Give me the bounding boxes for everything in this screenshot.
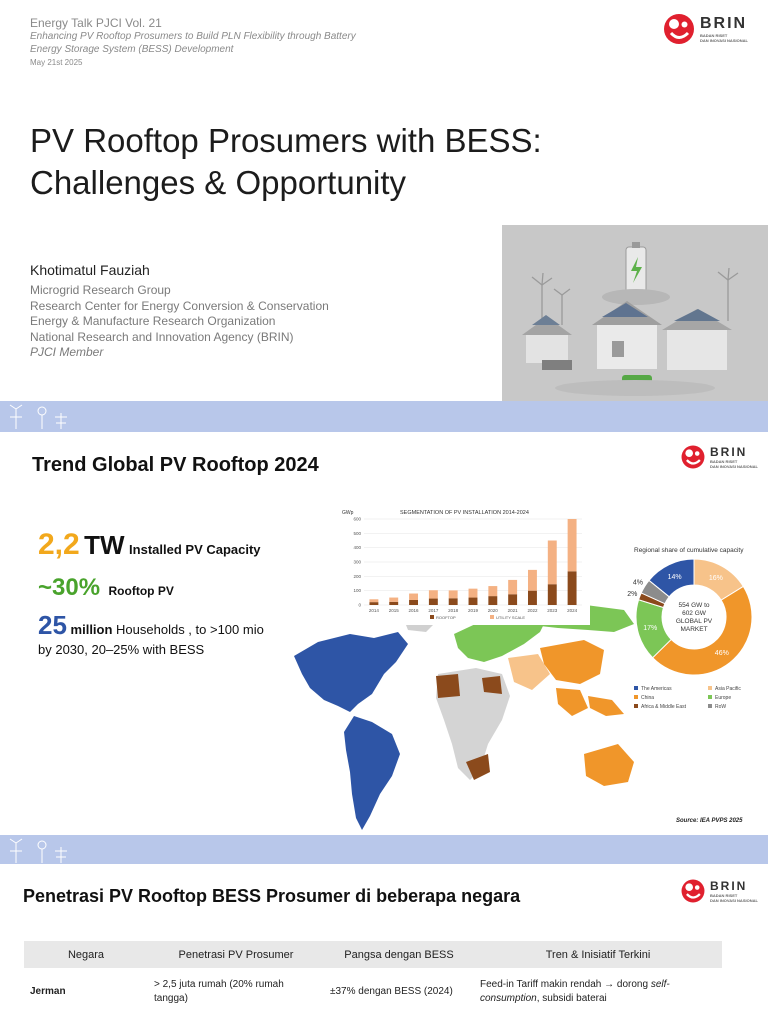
x-tick-label: 2023 — [547, 608, 558, 613]
membership: PJCI Member — [30, 345, 104, 359]
legend-swatch — [490, 615, 494, 619]
x-tick-label: 2020 — [487, 608, 498, 613]
bar-utility-scale — [508, 580, 517, 594]
bar-rooftop — [548, 584, 557, 605]
legend-label: Africa & Middle East — [641, 704, 687, 710]
legend-swatch — [634, 695, 638, 699]
event-theme-line2: Energy Storage System (BESS) Development — [30, 44, 234, 55]
donut-hole — [663, 586, 725, 648]
slide-title-line2: Challenges & Opportunity — [30, 164, 407, 201]
cell-trend — [474, 968, 722, 1012]
slide-title: Penetrasi PV Rooftop BESS Prosumer di beberapa negara — [23, 886, 521, 906]
houses-battery-illustration-icon — [502, 225, 768, 402]
col-header-bess-share: Pangsa dengan BESS — [324, 941, 474, 968]
legend-swatch — [708, 704, 712, 708]
legend-label: RoW — [715, 704, 727, 710]
bar-utility-scale — [548, 541, 557, 585]
donut-center-label: 554 GW to — [678, 602, 710, 609]
brin-logo-sub1: BADAN RISET — [710, 893, 738, 898]
event-meta — [30, 16, 356, 67]
stat-rooftop-share-label: Rooftop PV — [108, 584, 174, 598]
bar-rooftop — [488, 596, 497, 605]
brin-logo-name: BRIN — [710, 879, 748, 893]
brin-logo-sub2: DAN INOVASI NASIONAL — [700, 38, 748, 43]
slide-title — [30, 120, 542, 204]
turbine-sketch-icon — [6, 403, 76, 430]
legend-label: ROOFTOP — [436, 615, 456, 620]
donut-center-label: 602 GW — [682, 610, 706, 617]
footer-band — [0, 835, 768, 864]
legend-swatch — [430, 615, 434, 619]
y-tick-label: 300 — [353, 559, 361, 565]
brin-logo — [680, 878, 758, 904]
legend-swatch — [634, 686, 638, 690]
cell-trend-text-a: Feed-in Tariff makin rendah → dorong — [480, 979, 651, 990]
bar-utility-scale — [369, 599, 378, 602]
legend-swatch — [708, 686, 712, 690]
affiliation-3: Energy & Manufacture Research Organization — [30, 314, 276, 328]
stat-installed-capacity-unit: TW — [84, 530, 125, 560]
stat-installed-capacity — [38, 528, 261, 562]
table-header-row — [24, 941, 722, 968]
turbine-sketch-icon — [6, 837, 76, 864]
event-date: May 21st 2025 — [30, 58, 83, 67]
bar-rooftop — [409, 600, 418, 605]
affiliation-4: National Research and Innovation Agency (BRIN) — [30, 329, 294, 344]
legend-label: UTILITY SCALE — [496, 615, 526, 620]
legend-label: China — [641, 695, 655, 701]
chart-ylabel: GWp — [342, 510, 354, 516]
x-tick-label: 2021 — [507, 608, 518, 613]
x-tick-label: 2016 — [408, 608, 419, 613]
penetration-table — [24, 941, 722, 1012]
cell-trend-text-b: , subsidi baterai — [536, 993, 607, 1004]
donut-slice-label: 4% — [632, 579, 643, 587]
donut-slice-label: 17% — [643, 625, 658, 633]
author-name: Khotimatul Fauziah — [30, 262, 150, 278]
y-tick-label: 400 — [353, 545, 361, 551]
brin-logo-sub1: BADAN RISET — [700, 33, 728, 38]
brin-logo — [662, 12, 748, 46]
cell-trend-emphasis: self-consumption — [480, 979, 670, 1004]
x-tick-label: 2022 — [527, 608, 538, 613]
affiliation-1: Microgrid Research Group — [30, 283, 171, 297]
bar-rooftop — [449, 598, 458, 605]
brin-logo-name: BRIN — [700, 15, 748, 32]
col-header-trend: Tren & Inisiatif Terkini — [474, 941, 722, 968]
cell-penetration: > 2,5 juta rumah (20% rumah tangga) — [154, 979, 284, 1004]
prosumer-houses-illustration — [502, 225, 768, 402]
stat-households — [38, 610, 278, 660]
brin-logo — [680, 444, 758, 470]
brin-logo-mark-icon — [662, 12, 696, 46]
col-header-penetration: Penetrasi PV Prosumer — [148, 941, 324, 968]
bar-rooftop — [469, 598, 478, 605]
brin-logo-mark-icon — [680, 444, 706, 470]
legend-swatch — [708, 695, 712, 699]
x-tick-label: 2015 — [388, 608, 399, 613]
regional-share-donut — [620, 540, 760, 725]
legend-label: The Americas — [641, 686, 672, 692]
stat-households-unit: million — [66, 622, 113, 637]
stat-installed-capacity-value: 2,2 — [38, 528, 80, 561]
affiliation-2: Research Center for Energy Conversion & Conservation — [30, 298, 329, 313]
legend-swatch — [634, 704, 638, 708]
stat-households-value: 25 — [38, 610, 67, 640]
donut-title: Regional share of cumulative capacity — [634, 547, 744, 554]
bar-rooftop — [528, 591, 537, 605]
donut-slice-label: 16% — [708, 575, 723, 583]
brin-logo-mark-icon — [680, 878, 706, 904]
bar-rooftop — [389, 602, 398, 605]
y-tick-label: 0 — [358, 602, 361, 608]
col-header-country: Negara — [24, 941, 148, 968]
slide-title-line1: PV Rooftop Prosumers with BESS: — [30, 122, 542, 159]
cell-country: Jerman — [30, 986, 66, 997]
donut-slice-label: 2% — [627, 590, 638, 598]
trend-slide — [0, 432, 768, 864]
table-row — [24, 968, 722, 1012]
donut-slice-label: 14% — [667, 573, 682, 581]
penetration-slide — [0, 864, 768, 1024]
regional-share-donut-svg — [620, 540, 760, 725]
bar-utility-scale — [528, 570, 537, 591]
brin-logo-sub2: DAN INOVASI NASIONAL — [710, 464, 758, 469]
bar-utility-scale — [389, 598, 398, 602]
cell-bess-share: ±37% dengan BESS (2024) — [330, 986, 453, 997]
brin-logo-sub2: DAN INOVASI NASIONAL — [710, 898, 758, 903]
segmentation-bar-chart-svg — [340, 505, 590, 625]
bar-utility-scale — [449, 590, 458, 598]
y-tick-label: 600 — [353, 516, 361, 522]
stat-rooftop-share-value: ~30% — [38, 574, 101, 601]
bar-rooftop — [508, 594, 517, 605]
bar-utility-scale — [429, 590, 438, 598]
stat-households-text: Households , to >100 mio by 2030, 20–25% with BESS — [38, 622, 264, 657]
source-note: Source: IEA PVPS 2025 — [676, 818, 743, 824]
x-tick-label: 2018 — [448, 608, 459, 613]
brin-logo-sub1: BADAN RISET — [710, 459, 738, 464]
donut-center-label: GLOBAL PV — [675, 618, 713, 625]
chart-title: SEGMENTATION OF PV INSTALLATION 2014-2024 — [400, 510, 529, 516]
bar-rooftop — [429, 599, 438, 605]
y-tick-label: 200 — [353, 573, 361, 579]
bar-utility-scale — [568, 519, 577, 571]
bar-utility-scale — [409, 594, 418, 600]
stat-rooftop-share — [38, 574, 174, 602]
legend-label: Asia Pacific — [715, 686, 741, 692]
bar-utility-scale — [488, 586, 497, 596]
slide-title: Trend Global PV Rooftop 2024 — [32, 454, 319, 476]
donut-center-label: MARKET — [680, 626, 708, 633]
world-map-icon — [288, 604, 638, 834]
donut-slice-label: 46% — [714, 649, 729, 657]
stat-installed-capacity-label: Installed PV Capacity — [129, 542, 261, 557]
x-tick-label: 2014 — [368, 608, 379, 613]
title-slide — [0, 0, 768, 432]
x-tick-label: 2024 — [567, 608, 578, 613]
author-affiliations — [30, 283, 329, 361]
segmentation-bar-chart — [340, 505, 590, 625]
y-tick-label: 500 — [353, 530, 361, 536]
bar-rooftop — [369, 602, 378, 605]
legend-label: Europe — [715, 695, 732, 701]
brin-logo-name: BRIN — [710, 445, 748, 459]
x-tick-label: 2017 — [428, 608, 439, 613]
y-tick-label: 100 — [353, 588, 361, 594]
x-tick-label: 2019 — [467, 608, 479, 613]
bar-rooftop — [568, 571, 577, 605]
event-name: Energy Talk PJCI Vol. 21 — [30, 16, 162, 30]
event-theme-line1: Enhancing PV Rooftop Prosumers to Build PLN Flexibility through Battery — [30, 31, 356, 42]
bar-utility-scale — [469, 589, 478, 598]
footer-band — [0, 401, 768, 432]
